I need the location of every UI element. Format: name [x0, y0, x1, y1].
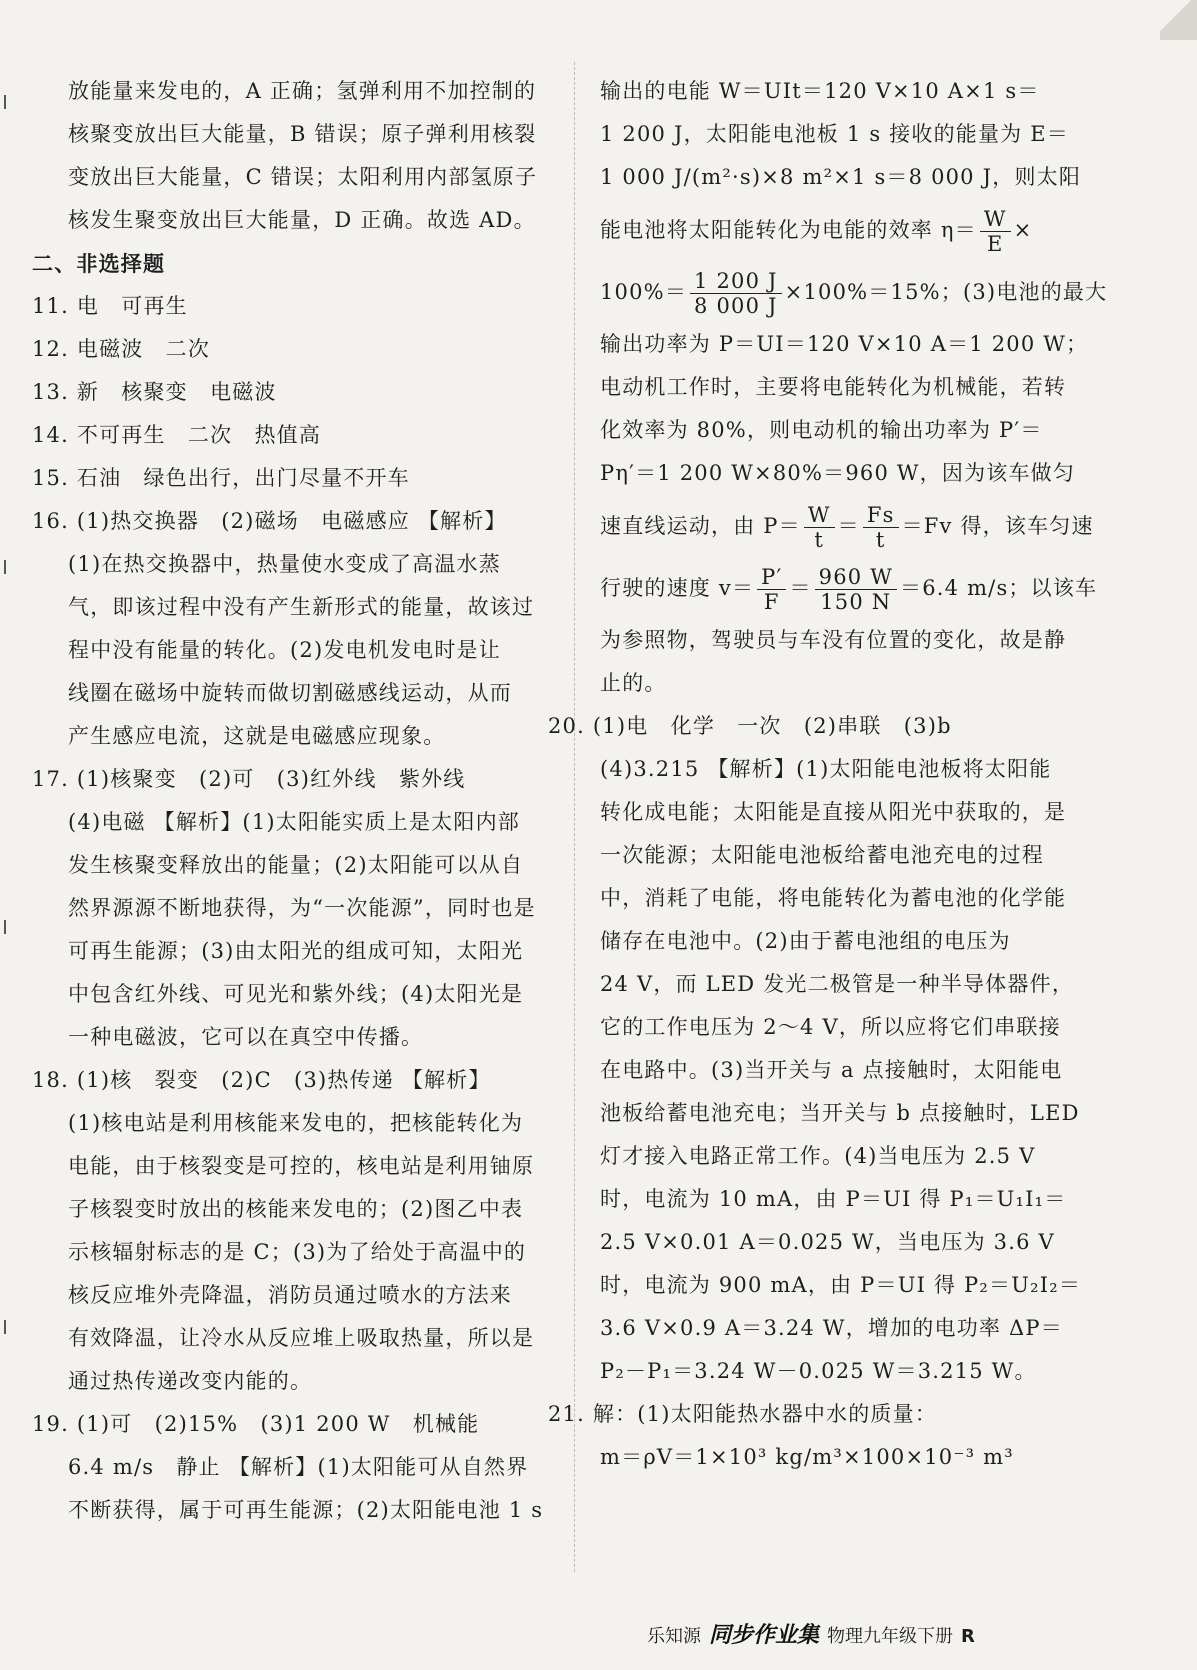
- fraction-numerator: 960 W: [815, 565, 897, 590]
- answer-19: 19. (1)可 (2)15% (3)1 200 W 机械能: [32, 1412, 480, 1436]
- answer-18: 18. (1)核 裂变 (2)C (3)热传递 【解析】: [32, 1068, 491, 1092]
- binding-mark: [4, 920, 6, 934]
- explanation-line: 有效降温，让冷水从反应堆上吸取热量，所以是: [68, 1326, 535, 1350]
- explanation-line: 转化成电能；太阳能是直接从阳光中获取的，是: [600, 800, 1067, 824]
- page-footer: [647, 1618, 983, 1649]
- text-line: 止的。: [600, 671, 667, 695]
- publisher-name: 乐知源: [647, 1626, 701, 1647]
- fraction-denominator: t: [875, 528, 886, 552]
- explanation-line: (1)核电站是利用核能来发电的，把核能转化为: [68, 1111, 524, 1135]
- explanation-line: 产生感应电流，这就是电磁感应现象。: [68, 724, 446, 748]
- answer-11: 11. 电 可再生: [32, 294, 188, 318]
- fraction-numerator: W: [804, 503, 835, 528]
- explanation-line: 3.6 V×0.9 A＝3.24 W，增加的电功率 ΔP＝: [600, 1316, 1063, 1340]
- text-segment: ×: [1013, 218, 1033, 242]
- explanation-line: 不断获得，属于可再生能源；(2)太阳能电池 1 s: [68, 1498, 544, 1522]
- page-corner: [1160, 0, 1197, 40]
- explanation-line: m＝ρV＝1×10³ kg/m³×100×10⁻³ m³: [600, 1445, 1014, 1469]
- explanation-line: 线圈在磁场中旋转而做切割磁感线运动，从而: [68, 681, 512, 705]
- speed-formula-line: [600, 557, 1100, 619]
- answer-21: 21. 解：(1)太阳能热水器中水的质量：: [548, 1402, 938, 1426]
- efficiency-formula-line: [600, 199, 1100, 261]
- answer-20: 20. (1)电 化学 一次 (2)串联 (3)b: [548, 714, 952, 738]
- explanation-line: 6.4 m/s 静止 【解析】(1)太阳能可从自然界: [68, 1455, 529, 1479]
- explanation-line: 中包含红外线、可见光和紫外线；(4)太阳光是: [68, 982, 524, 1006]
- explanation-line: 池板给蓄电池充电；当开关与 b 点接触时，LED: [600, 1101, 1080, 1125]
- explanation-line: 储存在电池中。(2)由于蓄电池组的电压为: [600, 929, 1011, 953]
- explanation-line: 24 V，而 LED 发光二极管是一种半导体器件，: [600, 972, 1075, 996]
- answer-16: 16. (1)热交换器 (2)磁场 电磁感应 【解析】: [32, 509, 507, 533]
- explanation-line: 时，电流为 10 mA，由 P＝UI 得 P₁＝U₁I₁＝: [600, 1187, 1067, 1211]
- series-logo: 同步作业集: [709, 1623, 820, 1648]
- explanation-line: 示核辐射标志的是 C；(3)为了给处于高温中的: [68, 1240, 527, 1264]
- answer-17: 17. (1)核聚变 (2)可 (3)红外线 紫外线: [32, 767, 466, 791]
- text-segment: 100%＝: [600, 280, 688, 304]
- explanation-line: P₂－P₁＝3.24 W－0.025 W＝3.215 W。: [600, 1359, 1037, 1383]
- text-line: 1 000 J/(m²·s)×8 m²×1 s＝8 000 J，则太阳: [600, 165, 1082, 189]
- fraction-w-over-e: [980, 207, 1011, 256]
- column-divider: [574, 62, 575, 1572]
- explanation-line: (1)在热交换器中，热量使水变成了高温水蒸: [68, 552, 501, 576]
- explanation-line: (4)电磁 【解析】(1)太阳能实质上是太阳内部: [68, 810, 520, 834]
- explanation-line: 中，消耗了电能，将电能转化为蓄电池的化学能: [600, 886, 1067, 910]
- fraction-numerator: W: [980, 207, 1011, 232]
- fraction-numerator: P′: [757, 565, 786, 590]
- power-formula-line: [600, 495, 1100, 557]
- fraction-energy: [690, 269, 782, 318]
- text-segment: ＝: [837, 514, 860, 538]
- explanation-line: (4)3.215 【解析】(1)太阳能电池板将太阳能: [600, 757, 1052, 781]
- text-segment: 速直线运动，由 P＝: [600, 514, 801, 538]
- fraction-denominator: F: [763, 590, 780, 614]
- explanation-line: 灯才接入电路正常工作。(4)当电压为 2.5 V: [600, 1144, 1036, 1168]
- text-line: 输出的电能 W＝UIt＝120 V×10 A×1 s＝: [600, 79, 1040, 103]
- explanation-line: 核反应堆外壳降温，消防员通过喷水的方法来: [68, 1283, 512, 1307]
- explanation-line: 通过热传递改变内能的。: [68, 1369, 313, 1393]
- explanation-line: 程中没有能量的转化。(2)发电机发电时是让: [68, 638, 501, 662]
- answer-12: 12. 电磁波 二次: [32, 337, 211, 361]
- explanation-line: 可再生能源；(3)由太阳光的组成可知，太阳光: [68, 939, 524, 963]
- text-segment: 能电池将太阳能转化为电能的效率 η＝: [600, 218, 977, 242]
- explanation-line: 2.5 V×0.01 A＝0.025 W，当电压为 3.6 V: [600, 1230, 1055, 1254]
- text-line: 核聚变放出巨大能量，B 错误；原子弹利用核裂: [68, 122, 537, 146]
- fraction-power-over-force: [815, 565, 897, 614]
- explanation-line: 发生核聚变释放出的能量；(2)太阳能可以从自: [68, 853, 524, 877]
- fraction-numerator: Fs: [863, 503, 899, 528]
- fraction-denominator: t: [814, 528, 825, 552]
- subject-label: 物理九年级下册: [827, 1626, 954, 1647]
- explanation-line: 气，即该过程中没有产生新形式的能量，故该过: [68, 595, 535, 619]
- fraction-denominator: 150 N: [820, 590, 892, 614]
- text-segment: 行驶的速度 v＝: [600, 576, 755, 600]
- explanation-line: 然界源源不断地获得，为“一次能源”，同时也是: [68, 896, 536, 920]
- explanation-line: 子核裂变时放出的核能来发电的；(2)图乙中表: [68, 1197, 524, 1221]
- explanation-line: 一种电磁波，它可以在真空中传播。: [68, 1025, 424, 1049]
- text-line: 1 200 J，太阳能电池板 1 s 接收的能量为 E＝: [600, 122, 1069, 146]
- explanation-line: 一次能源；太阳能电池板给蓄电池充电的过程: [600, 843, 1044, 867]
- binding-mark: [4, 560, 6, 574]
- text-line: 化效率为 80%，则电动机的输出功率为 P′＝: [600, 418, 1043, 442]
- section-heading: 二、非选择题: [32, 251, 166, 276]
- fraction-w-over-t: [804, 503, 835, 552]
- text-segment: ＝Fv 得，该车匀速: [901, 514, 1094, 538]
- text-segment: ＝: [789, 576, 812, 600]
- edition-label: R: [961, 1626, 975, 1647]
- explanation-line: 电能，由于核裂变是可控的，核电站是利用铀原: [68, 1154, 535, 1178]
- fraction-numerator: 1 200 J: [690, 269, 782, 294]
- right-column: [548, 70, 1108, 1479]
- explanation-line: 时，电流为 900 mA，由 P＝UI 得 P₂＝U₂I₂＝: [600, 1273, 1082, 1297]
- explanation-line: 它的工作电压为 2～4 V，所以应将它们串联接: [600, 1015, 1061, 1039]
- answer-13: 13. 新 核聚变 电磁波: [32, 380, 277, 404]
- text-line: 电动机工作时，主要将电能转化为机械能，若转: [600, 375, 1067, 399]
- fraction-denominator: E: [986, 232, 1004, 256]
- explanation-line: 在电路中。(3)当开关与 a 点接触时，太阳能电: [600, 1058, 1063, 1082]
- text-line: 输出功率为 P＝UI＝120 V×10 A＝1 200 W；: [600, 332, 1089, 356]
- binding-mark: [4, 95, 6, 109]
- answer-14: 14. 不可再生 二次 热值高: [32, 423, 322, 447]
- answer-15: 15. 石油 绿色出行，出门尽量不开车: [32, 466, 410, 490]
- text-line: Pη′＝1 200 W×80%＝960 W，因为该车做匀: [600, 461, 1076, 485]
- text-line: 核发生聚变放出巨大能量，D 正确。故选 AD。: [68, 208, 536, 232]
- text-line: 为参照物，驾驶员与车没有位置的变化，故是静: [600, 628, 1067, 652]
- efficiency-result-line: [600, 261, 1108, 323]
- left-column: [32, 70, 557, 1532]
- text-segment: ＝6.4 m/s；以该车: [900, 576, 1098, 600]
- fraction-fs-over-t: [863, 503, 899, 552]
- text-line: 放能量来发电的，A 正确；氢弹利用不加控制的: [68, 79, 537, 103]
- binding-mark: [4, 1320, 6, 1334]
- fraction-denominator: 8 000 J: [694, 294, 778, 318]
- text-line: 变放出巨大能量，C 错误；太阳利用内部氢原子: [68, 165, 538, 189]
- fraction-p-over-f: [757, 565, 786, 614]
- text-segment: ×100%＝15%；(3)电池的最大: [784, 280, 1108, 304]
